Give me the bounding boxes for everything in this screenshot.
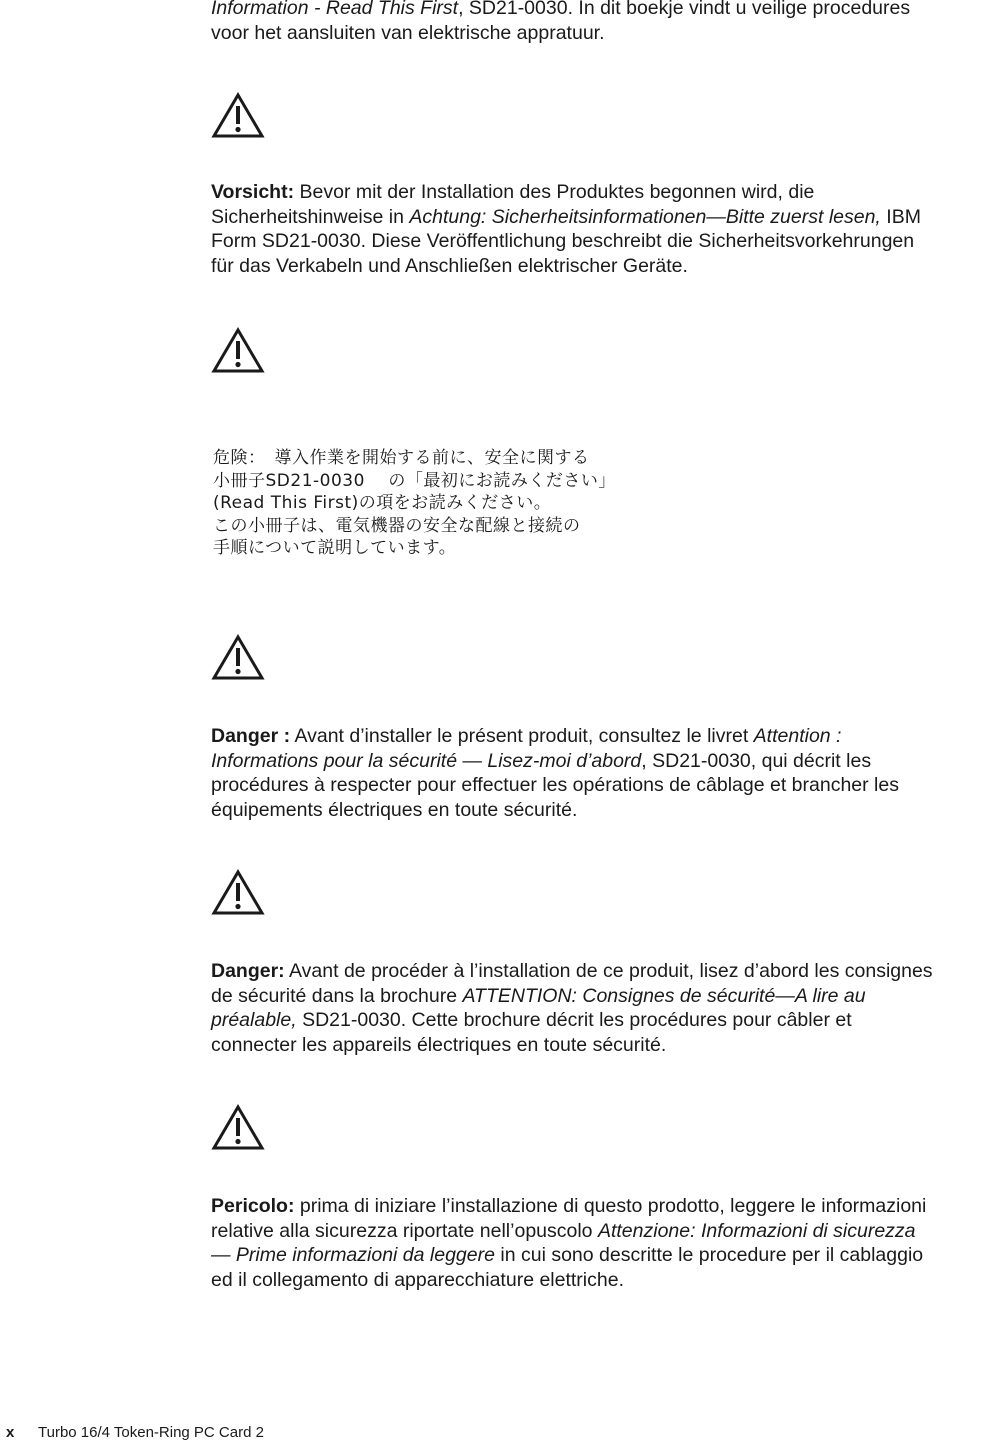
de-label: Vorsicht: xyxy=(211,181,295,203)
ja-line: (Read This First)の項をお読みください。 xyxy=(213,493,552,513)
fr-ca-publication-title: Informations pour la sécurité — Lisez-moi d’abord xyxy=(211,749,642,772)
de-text: Sicherheitshinweise in xyxy=(211,205,410,228)
french-notice xyxy=(211,959,986,1057)
de-text: Form SD21-0030. Diese Veröffentlichung beschreibt die Sicherheitsvorkehrungen xyxy=(211,230,915,252)
warning-triangle-icon xyxy=(211,634,265,682)
nl-text: voor het aansluiten van elektrische appratuur. xyxy=(211,21,605,44)
page-number: x xyxy=(6,1424,15,1441)
warning-triangle-icon xyxy=(211,92,265,140)
fr-ca-text: équipements électriques en toute sécurité. xyxy=(211,798,578,821)
fr-text: SD21-0030. Cette brochure décrit les procédures pour câbler et xyxy=(296,1009,852,1031)
warning-triangle-icon xyxy=(211,327,265,375)
nl-publication-title: Information - Read This First xyxy=(211,0,459,19)
fr-ca-text: procédures à respecter pour effectuer les opérations de câblage et brancher les xyxy=(211,774,899,796)
ja-line: この小冊子は、電気機器の安全な配線と接続の xyxy=(213,515,581,536)
fr-ca-text: Avant d’installer le présent produit, consultez le livret xyxy=(290,725,754,747)
fr-ca-publication-title: Attention : xyxy=(753,725,842,747)
it-label: Pericolo: xyxy=(211,1195,295,1217)
de-publication-title: Achtung: Sicherheitsinformationen—Bitte zuerst lesen, xyxy=(409,205,881,228)
fr-ca-label: Danger : xyxy=(211,725,291,747)
de-text: IBM xyxy=(880,205,921,228)
fr-label: Danger: xyxy=(211,960,285,982)
dutch-notice xyxy=(211,0,986,45)
nl-text: , SD21-0030. In dit boekje vindt u veilige procedures xyxy=(458,0,911,19)
fr-text: connecter les appareils électriques en toute sécurité. xyxy=(211,1033,667,1056)
it-text: relative alla sicurezza riportate nell’opuscolo xyxy=(211,1219,598,1242)
it-text: ed il collegamento di apparecchiature elettriche. xyxy=(211,1268,624,1291)
de-text: für das Verkabeln und Anschließen elektrischer Geräte. xyxy=(211,254,688,277)
italian-notice xyxy=(211,1194,986,1292)
fr-publication-title: préalable, xyxy=(211,1009,297,1031)
fr-text: Avant de procéder à l’installation de ce produit, lisez d’abord les consignes xyxy=(284,960,933,982)
german-notice xyxy=(211,180,986,278)
japanese-notice xyxy=(213,447,713,560)
french-canadian-notice xyxy=(211,724,986,822)
fr-text: de sécurité dans la brochure xyxy=(211,984,463,1007)
it-publication-title: — Prime informazioni da leggere xyxy=(211,1244,495,1266)
ja-line: 小冊子SD21-0030 の「最初にお読みください」 xyxy=(213,470,616,491)
ja-line: 手順について説明しています。 xyxy=(213,538,457,558)
it-text: in cui sono descritte le procedure per il cablaggio xyxy=(494,1244,924,1266)
ja-line: 危険： 導入作業を開始する前に、安全に関する xyxy=(213,448,590,468)
it-publication-title: Attenzione: Informazioni di sicurezza xyxy=(597,1219,916,1242)
warning-triangle-icon xyxy=(211,1104,265,1152)
footer-document-title: Turbo 16/4 Token-Ring PC Card 2 xyxy=(38,1424,264,1441)
warning-triangle-icon xyxy=(211,869,265,917)
fr-publication-title: ATTENTION: Consignes de sécurité—A lire au xyxy=(462,984,866,1007)
it-text: prima di iniziare l’installazione di questo prodotto, leggere le informazioni xyxy=(294,1195,927,1217)
fr-ca-text: , SD21-0030, qui décrit les xyxy=(641,749,872,772)
de-text: Bevor mit der Installation des Produktes begonnen wird, die xyxy=(294,181,815,203)
page-footer xyxy=(6,1424,264,1442)
